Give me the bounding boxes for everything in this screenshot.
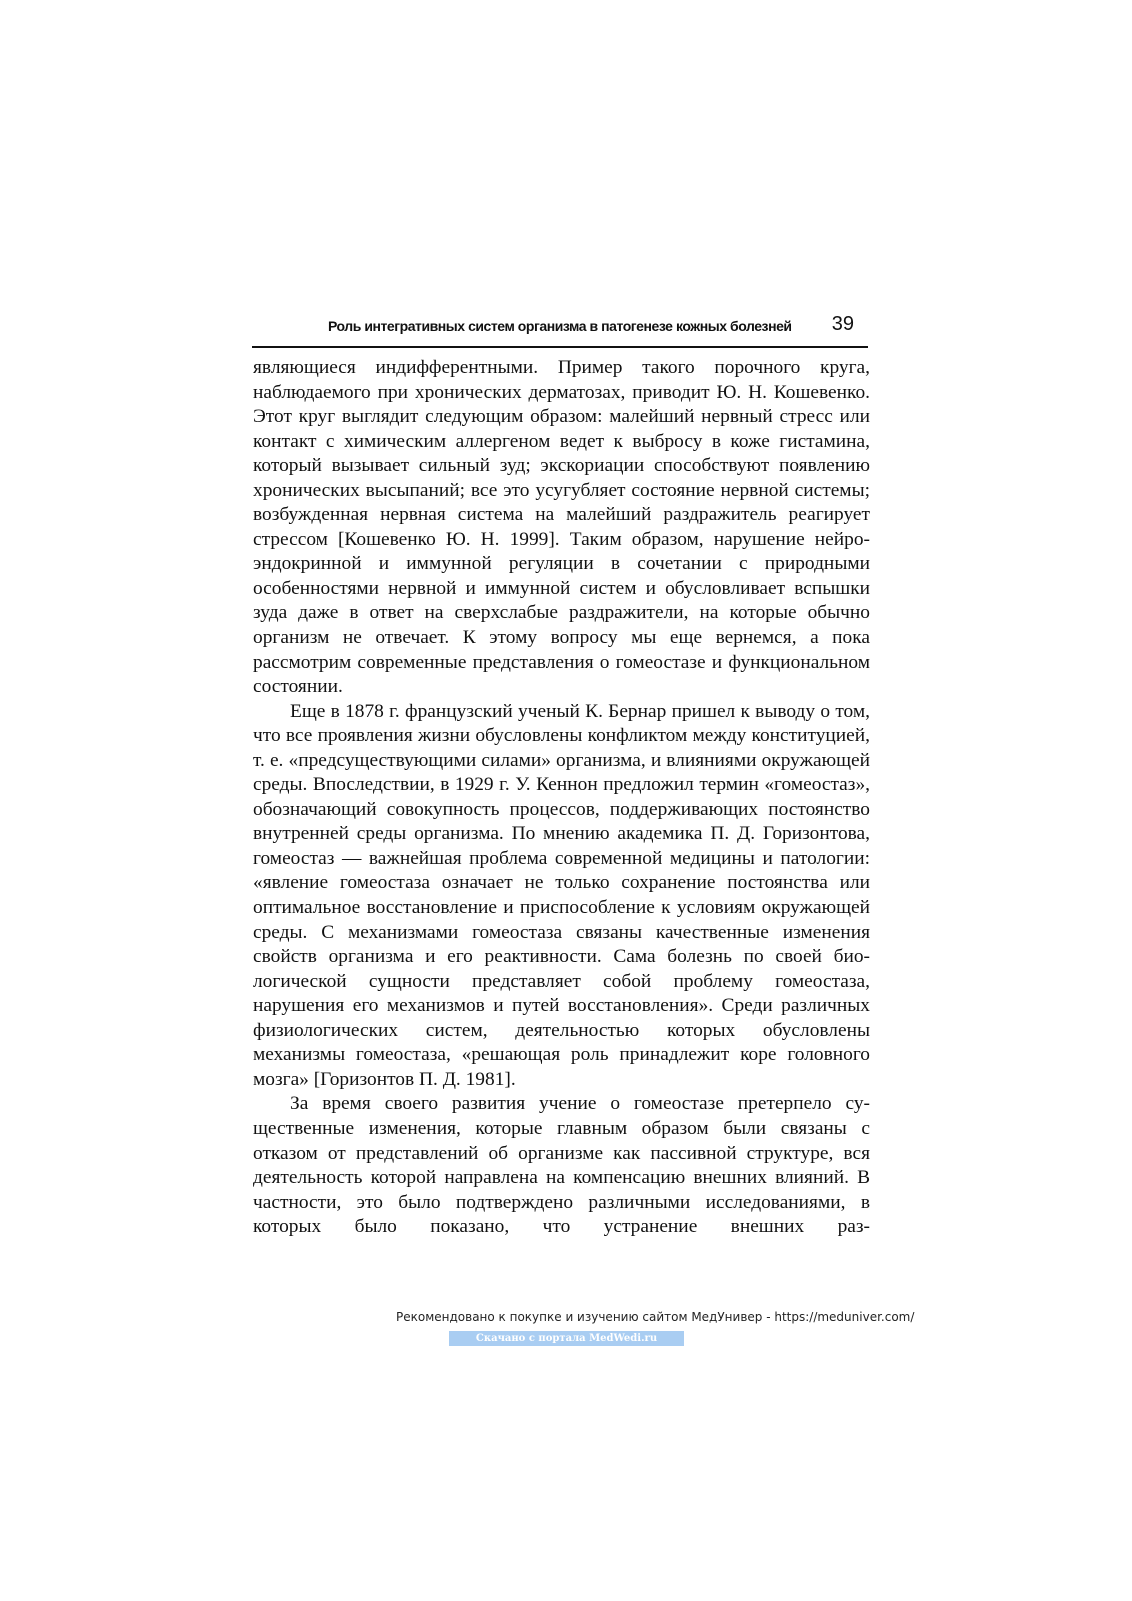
download-stamp: Скачано с портала MedWedi.ru [449,1331,684,1346]
paragraph-1: являющиеся индифферентными. Пример такого порочного круга, наблюдаемого при хронических дерматозах, приводит Ю. Н. Кошевенко. Этот круг выглядит следующим образом: малейший нервный стресс или контакт с химическим аллергеном ведет к выбросу в коже гистамина, который вызывает сильный зуд; экскориации способствуют появлению хронических высыпаний; все это усугубляет состояние нервной системы; возбужденная нервная система на малейший раздражитель реагирует стрессом [Кошевенко Ю. Н. 1999]. Таким образом, нарушение нейро-эндокринной и иммунной регуляции в сочетании с природными особенностями нервной и иммунной систем и обусловливает вспышки зуда даже в ответ на сверхслабые раздражители, на которые обычно организм не отвечает. К этому вопросу мы еще вернемся, а пока рассмотрим современные представления о гомеостазе и функциональном состоянии. [253,357,870,698]
running-title: Роль интегративных систем организма в патогенезе кожных болезней [328,318,792,334]
paragraph-3: За время своего развития учение о гомеостазе претерпело существенные изменения, которые главным образом были связаны с отказом от представлений об организме как пассивной структуре, вся деятельность которой направлена на компенсацию внешних влияний. В частности, это было подтверждено различными исследованиями, в которых было показано, что устранение внешних раз- [253,1093,870,1238]
body-text [253,356,870,1240]
page-number: 39 [831,313,854,335]
running-header [252,313,868,348]
recommendation-note: Рекомендовано к покупке и изучению сайтом МедУнивер - https://meduniver.com/ [396,1310,915,1324]
paragraph-2: Еще в 1878 г. французский ученый К. Бернар пришел к выводу о том, что все проявления жизни обусловлены конфликтом между конституцией, т. е. «предсуществующими силами» организма, и влияниями окружающей среды. Впоследствии, в 1929 г. У. Кеннон предложил термин «гомеостаз», обозначающий совокупность процессов, поддерживающих постоянство внутренней среды организма. По мнению академика П. Д. Горизонтова, гомеостаз — важнейшая проблема современной медицины и патологии: «явление гомеостаза означает не только сохранение постоянства или оптимальное восстановление и приспособление к условиям окружающей среды. С механизмами гомеостаза связаны качественные изменения свойств организма и его реактивности. Сама болезнь по своей биологической сущности представляет собой проблему гомеостаза, нарушения его механизмов и путей восстановления». Среди различных физиологических систем, деятельностью которых обусловлены механизмы гомеостаза, «решающая роль принадлежит коре головного мозга» [Горизонтов П. Д. 1981]. [253,700,870,1090]
